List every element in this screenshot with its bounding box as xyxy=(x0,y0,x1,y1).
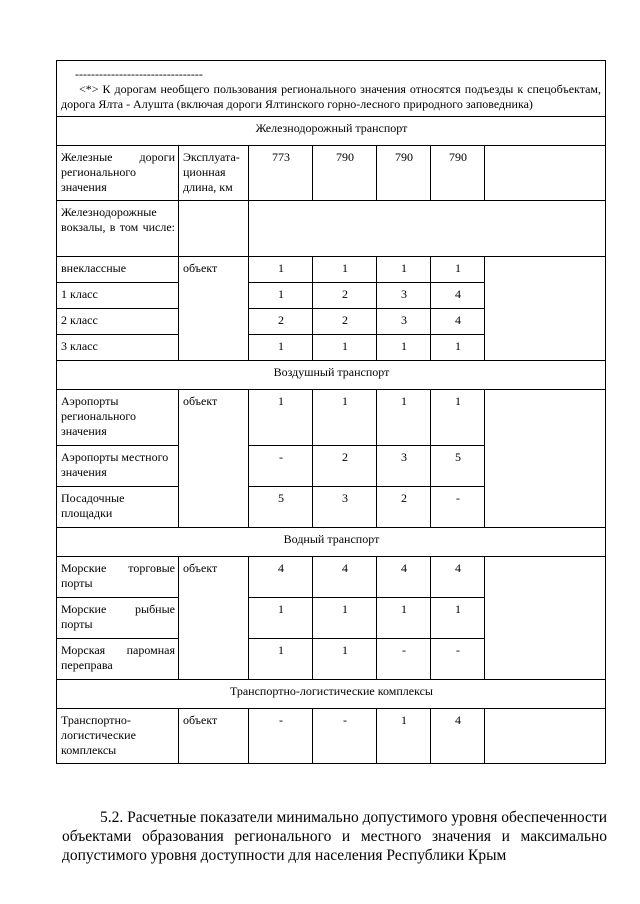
section-paragraph: 5.2. Расчетные показатели минимально допустимого уровня обеспеченности объектами образования регионального и местного значения и максимально допустимого уровня доступности для населения Республики Крым xyxy=(62,808,607,864)
section-water: Водный транспорт xyxy=(57,528,606,557)
value-cell: 2 xyxy=(313,309,377,335)
value-cell: 4 xyxy=(249,557,313,598)
value-cell: 2 xyxy=(249,309,313,335)
empty-cell xyxy=(179,201,249,257)
value-cell: 1 xyxy=(377,709,431,764)
row-label-trade-ports: Морские торговые порты xyxy=(57,557,179,598)
value-cell: 5 xyxy=(249,487,313,528)
value-cell: 2 xyxy=(313,283,377,309)
value-cell: 3 xyxy=(377,283,431,309)
section-row xyxy=(57,528,606,557)
row-label-landing-sites: Посадочные площадки xyxy=(57,487,179,528)
row-label-class1: 1 класс xyxy=(57,283,179,309)
value-cell: 790 xyxy=(431,146,485,201)
table-row xyxy=(57,257,606,283)
value-cell: 1 xyxy=(313,257,377,283)
table-row xyxy=(57,146,606,201)
footnote-row xyxy=(57,61,606,117)
section-rail: Железнодорожный транспорт xyxy=(57,117,606,146)
footnote-separator: -------------------------------- xyxy=(75,67,203,81)
value-cell: 790 xyxy=(313,146,377,201)
value-cell: 1 xyxy=(313,598,377,639)
value-cell: 4 xyxy=(313,557,377,598)
unit-object: объект xyxy=(179,257,249,361)
value-cell: 1 xyxy=(431,390,485,446)
table-row xyxy=(57,201,606,257)
value-cell: 3 xyxy=(377,446,431,487)
value-cell: 1 xyxy=(313,335,377,361)
value-cell: 773 xyxy=(249,146,313,201)
row-label-class2: 2 класс xyxy=(57,309,179,335)
section-row xyxy=(57,117,606,146)
row-label-ferry: Морская паромная переправа xyxy=(57,639,179,680)
value-cell: 1 xyxy=(249,283,313,309)
empty-cell xyxy=(485,709,606,764)
value-cell: 1 xyxy=(377,598,431,639)
value-cell: 1 xyxy=(249,598,313,639)
section-air: Воздушный транспорт xyxy=(57,361,606,390)
value-cell: - xyxy=(431,487,485,528)
row-label-rail-roads: Железные дороги регионального значения xyxy=(57,146,179,201)
row-label-fish-ports: Морские рыбные порты xyxy=(57,598,179,639)
value-cell: 3 xyxy=(377,309,431,335)
empty-cell xyxy=(249,201,606,257)
value-cell: 1 xyxy=(377,390,431,446)
row-label-extra-class: внеклассные xyxy=(57,257,179,283)
value-cell: 1 xyxy=(431,598,485,639)
value-cell: 3 xyxy=(313,487,377,528)
unit-object: объект xyxy=(179,709,249,764)
value-cell: 4 xyxy=(431,709,485,764)
value-cell: - xyxy=(377,639,431,680)
row-label-airports-regional: Аэропорты регионального значения xyxy=(57,390,179,446)
value-cell: 1 xyxy=(249,390,313,446)
value-cell: 1 xyxy=(249,257,313,283)
footnote-text: <*> К дорогам необщего пользования регионального значения относятся подъезды к спецобъектам, дорога Ялта - Алушта (включая дороги Ялтинского горно-лесного природного заповедника) xyxy=(61,82,601,111)
row-label-airports-local: Аэропорты местного значения xyxy=(57,446,179,487)
empty-cell xyxy=(485,257,606,361)
value-cell: 5 xyxy=(431,446,485,487)
table-row xyxy=(57,390,606,446)
value-cell: 790 xyxy=(377,146,431,201)
value-cell: 1 xyxy=(377,335,431,361)
section-row xyxy=(57,680,606,709)
footnote-cell xyxy=(57,61,606,117)
value-cell: - xyxy=(431,639,485,680)
row-label-logistics: Транспортно-логистические комплексы xyxy=(57,709,179,764)
section-row xyxy=(57,361,606,390)
value-cell: 1 xyxy=(313,390,377,446)
value-cell: 1 xyxy=(431,335,485,361)
unit-object: объект xyxy=(179,390,249,528)
row-label-stations: Железнодорожные вокзалы, в том числе: xyxy=(57,201,179,257)
value-cell: 1 xyxy=(431,257,485,283)
value-cell: 1 xyxy=(313,639,377,680)
value-cell: 4 xyxy=(377,557,431,598)
value-cell: 4 xyxy=(431,309,485,335)
value-cell: 1 xyxy=(249,639,313,680)
value-cell: 4 xyxy=(431,283,485,309)
value-cell: 1 xyxy=(249,335,313,361)
unit-length: Эксплуата-ционная длина, км xyxy=(179,146,249,201)
value-cell: - xyxy=(313,709,377,764)
value-cell: 2 xyxy=(313,446,377,487)
unit-object: объект xyxy=(179,557,249,680)
section-logistics: Транспортно-логистические комплексы xyxy=(57,680,606,709)
value-cell: 2 xyxy=(377,487,431,528)
value-cell: 4 xyxy=(431,557,485,598)
empty-cell xyxy=(485,390,606,528)
table-row xyxy=(57,709,606,764)
transport-indicators-table xyxy=(56,60,606,764)
value-cell: - xyxy=(249,709,313,764)
value-cell: 1 xyxy=(377,257,431,283)
value-cell: - xyxy=(249,446,313,487)
empty-cell xyxy=(485,146,606,201)
empty-cell xyxy=(485,557,606,680)
row-label-class3: 3 класс xyxy=(57,335,179,361)
table-row xyxy=(57,557,606,598)
